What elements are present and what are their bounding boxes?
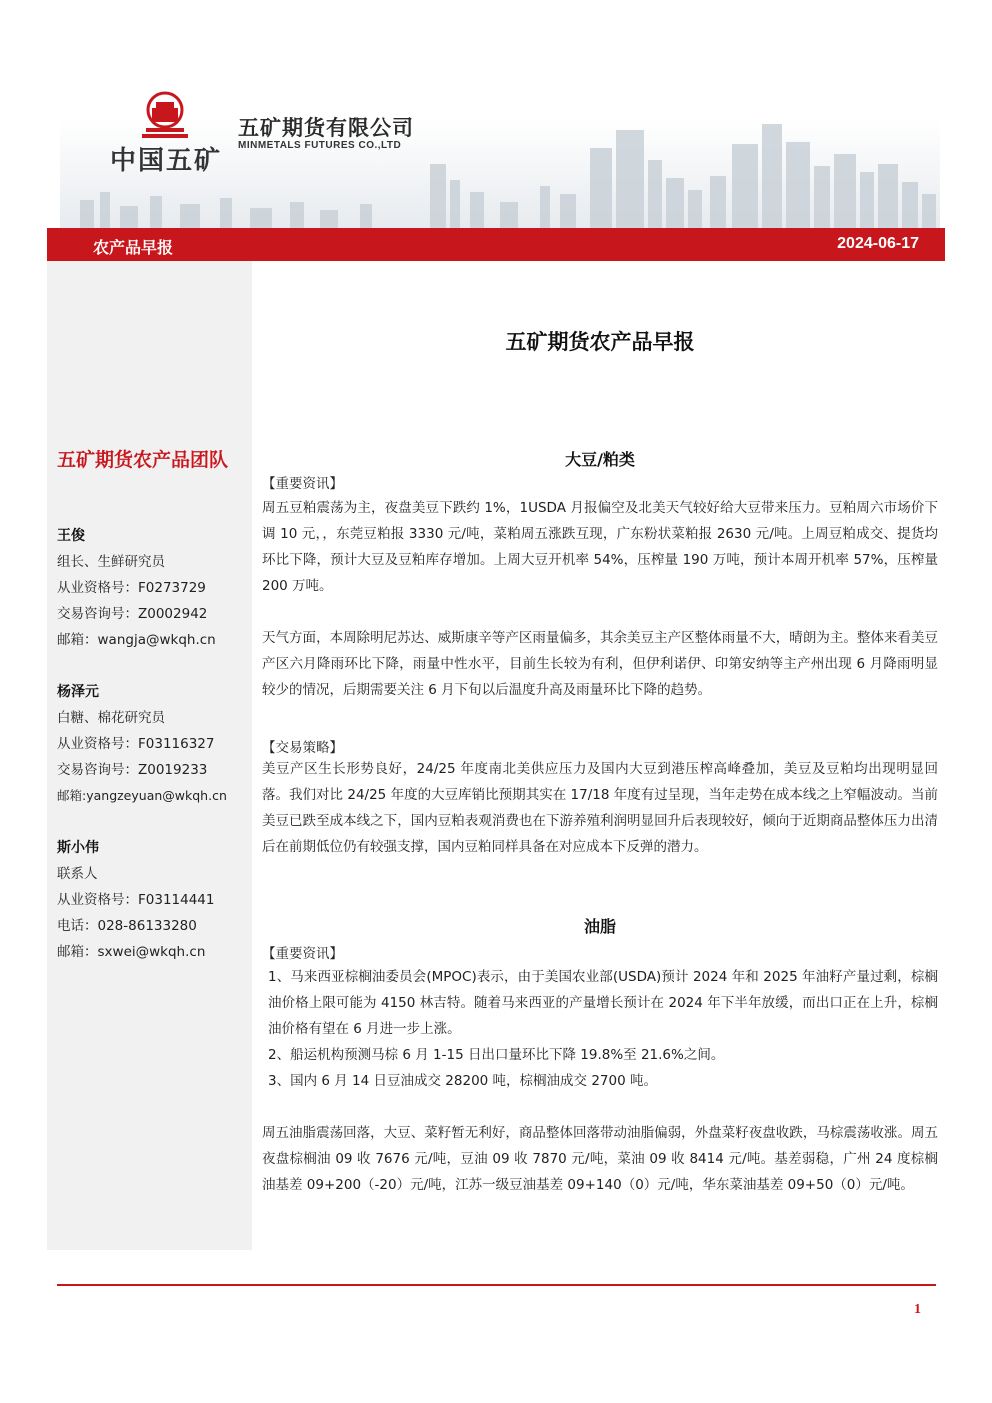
company-name-en: MINMETALS FUTURES CO.,LTD	[238, 140, 402, 151]
analyst-card	[57, 679, 247, 809]
page-number: 1	[914, 1302, 921, 1317]
analyst-email[interactable]: 邮箱：sxwei@wkqh.cn	[57, 944, 206, 960]
section-tag-strategy: 【交易策略】	[262, 740, 343, 756]
section-title-oil: 油脂	[583, 917, 616, 936]
report-header	[0, 0, 992, 257]
logo-text: 中国五矿	[110, 146, 223, 176]
analyst-license: 从业资格号：F03114441	[57, 892, 215, 908]
analyst-email[interactable]: 邮箱:yangzeyuan@wkqh.cn	[57, 788, 227, 803]
analyst-name: 斯小伟	[57, 840, 99, 856]
analyst-consult-id: 交易咨询号：Z0019233	[57, 762, 208, 778]
analyst-license: 从业资格号：F0273729	[57, 580, 206, 596]
oil-news-item: 2、船运机构预测马棕 6 月 1-15 日出口量环比下降 19.8%至 21.6%之间。	[268, 1047, 725, 1063]
soy-strategy-paragraph: 美豆产区生长形势良好，24/25 年度南北美供应压力及国内大豆到港压榨高峰叠加，美豆及豆粕均出现明显回落。我们对比 24/25 年度的大豆库销比预期其实在 17/18 年度有过呈现，当年走势在成本线之上窄幅波动。当前美豆已跌至成本线之下，国内豆粕表观消费也在下游养殖利润明显回升后表现较好，倾向于近期商品整体压力出清后在前期低位仍有较强支撑，国内豆粕同样具备在对应成本下反弹的潜力。	[262, 761, 938, 855]
oil-news-item: 1、马来西亚棕榈油委员会(MPOC)表示，由于美国农业部(USDA)预计 2024 年和 2025 年油籽产量过剩，棕榈油价格上限可能为 4150 林吉特。随着马来西亚的产量增长预计在 2024 年下半年放缓，而出口正在上升，棕榈油价格有望在 6 月进一步上涨。	[268, 969, 938, 1037]
analyst-license: 从业资格号：F03116327	[57, 736, 215, 752]
analyst-card	[57, 523, 247, 653]
analyst-email[interactable]: 邮箱：wangja@wkqh.cn	[57, 632, 216, 648]
analyst-role: 联系人	[57, 866, 98, 882]
analyst-phone: 电话：028-86133280	[57, 918, 197, 934]
section-tag-news: 【重要资讯】	[262, 946, 343, 962]
analyst-consult-id: 交易咨询号：Z0002942	[57, 606, 208, 622]
analyst-name: 杨泽元	[57, 684, 99, 700]
soy-weather-paragraph: 天气方面，本周除明尼苏达、威斯康辛等产区雨量偏多，其余美豆主产区整体雨量不大，晴朗为主。整体来看美豆产区六月降雨环比下降，雨量中性水平，目前生长较为有利，但伊利诺伊、印第安纳等主产州出现 6 月降雨明显较少的情况，后期需要关注 6 月下旬以后温度升高及雨量环比下降的趋势。	[262, 630, 938, 698]
oil-market-paragraph: 周五油脂震荡回落，大豆、菜籽暂无利好，商品整体回落带动油脂偏弱，外盘菜籽夜盘收跌，马棕震荡收涨。周五夜盘棕榈油 09 收 7676 元/吨，豆油 09 收 7870 元/吨，菜油 09 收 8414 元/吨。基差弱稳，广州 24 度棕榈油基差 09+200（-20）元/吨，江苏一级豆油基差 09+140（0）元/吨，华东菜油基差 09+50（0）元/吨。	[262, 1125, 938, 1193]
section-title-soy: 大豆/粕类	[565, 450, 635, 469]
footer-divider	[57, 1284, 936, 1286]
analyst-card	[57, 835, 247, 965]
report-category: 农产品早报	[93, 238, 174, 257]
analyst-role: 白糖、棉花研究员	[57, 710, 165, 726]
section-tag-news: 【重要资讯】	[262, 476, 343, 492]
document-title: 五矿期货农产品早报	[505, 330, 695, 354]
team-title: 五矿期货农产品团队	[57, 449, 229, 471]
china-minmetals-emblem-icon	[138, 90, 192, 140]
analyst-role: 组长、生鲜研究员	[57, 554, 165, 570]
company-name-cn: 五矿期货有限公司	[238, 116, 414, 140]
analyst-name: 王俊	[57, 528, 85, 544]
oil-news-item: 3、国内 6 月 14 日豆油成交 28200 吨，棕榈油成交 2700 吨。	[268, 1073, 657, 1089]
soy-news-paragraph: 周五豆粕震荡为主，夜盘美豆下跌约 1%，1USDA 月报偏空及北美天气较好给大豆带来压力。豆粕周六市场价下调 10 元，，东莞豆粕报 3330 元/吨，菜粕周五涨跌互现，广东粉状菜粕报 2630 元/吨。上周豆粕成交、提货均环比下降，预计大豆及豆粕库存增加。上周大豆开机率 54%，压榨量 190 万吨，预计本周开机率 57%，压榨量 200 万吨。	[262, 500, 938, 594]
analyst-sidebar	[47, 261, 252, 1250]
title-banner	[47, 228, 945, 261]
report-date: 2024-06-17	[837, 235, 919, 252]
